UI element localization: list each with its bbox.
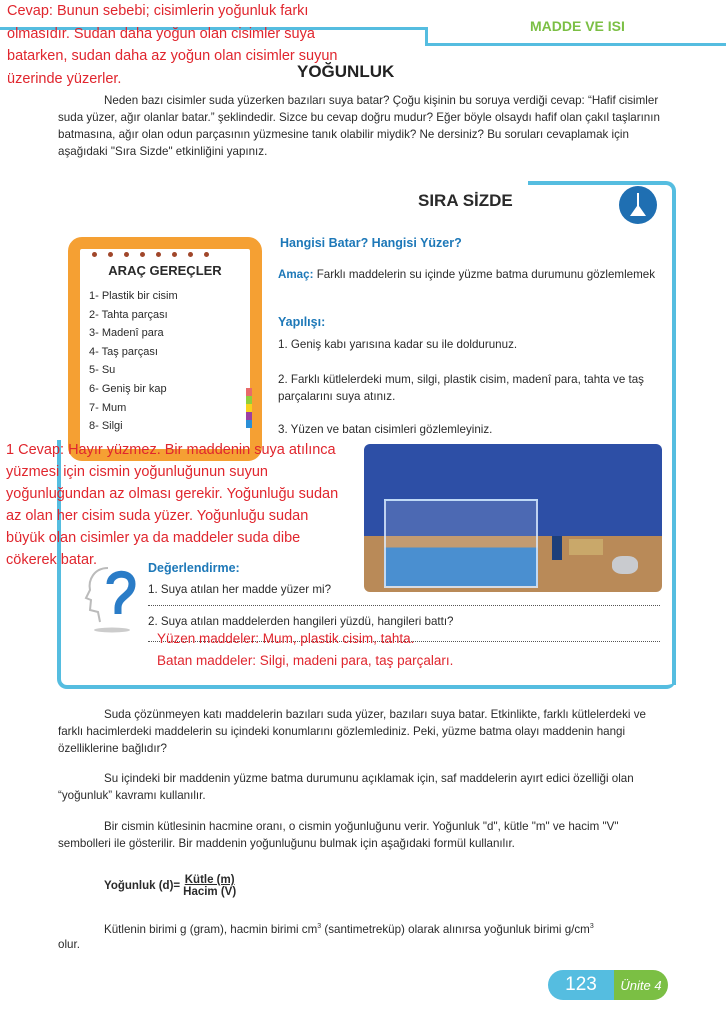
tools-title: ARAÇ GEREÇLER xyxy=(108,263,222,278)
page-number: 123 xyxy=(548,970,614,1000)
answer-floating: Yüzen maddeler: Mum, plastik cisim, tahta. xyxy=(157,631,415,646)
answer-line-1 xyxy=(148,605,660,606)
experiment-photo xyxy=(364,444,662,592)
stone-object xyxy=(612,556,638,574)
tool-item: 5- Su xyxy=(89,364,116,377)
question-1: 1. Suya atılan her madde yüzer mi? xyxy=(148,583,332,596)
formula-numerator: Kütle (m) xyxy=(184,874,235,886)
tool-item: 8- Silgi xyxy=(89,420,123,433)
superscript: 3 xyxy=(317,923,322,930)
intro-paragraph: Neden bazı cisimler suda yüzerken bazıları suya batar? Çoğu kişinin bu soruya verdiği cevap: “Hafif cisimler suda yüzer, ağır olanlar batar.” şeklindedir. Sizce bu cevap doğru mudur? Eğer böyle olsaydı hafif olan çakıl taşlarının batmasına, ağır olan odun parçasının yüzmesine tanık olabilir miydik? Ne dersiniz? Bu soruları cevaplamak için aşağıdaki "Sıra Sizde" etkinliğini yapınız. xyxy=(58,94,660,158)
flask-icon xyxy=(619,186,657,224)
unit-label: Ünite 4 xyxy=(614,970,668,1000)
answer-line: üzerinde yüzerler. xyxy=(7,70,122,87)
superscript: 3 xyxy=(589,923,594,930)
answer-line: büyük olan cisimler ya da maddeler suda dibe xyxy=(6,530,301,546)
evaluation-label: Değerlendirme: xyxy=(148,561,240,575)
units-end: olur. xyxy=(58,938,80,951)
formula-denominator: Hacim (V) xyxy=(183,886,237,898)
units-sentence xyxy=(104,918,684,938)
activity-heading: Hangisi Batar? Hangisi Yüzer? xyxy=(280,236,462,250)
page-title: YOĞUNLUK xyxy=(297,62,395,81)
formula-lhs: Yoğunluk (d)= xyxy=(104,880,181,892)
body-paragraph-2: Su içindeki bir maddenin yüzme batma durumunu açıklamak için, saf maddelerin ayırt edici özelliği olan “yoğunluk” kavramı kullanılır. xyxy=(58,772,634,802)
tool-item: 7- Mum xyxy=(89,401,127,414)
aim xyxy=(278,265,658,284)
units-text: (santimetreküp) olarak alınırsa yoğunluk birimi g/cm xyxy=(321,922,590,936)
body-paragraph-1: Suda çözünmeyen katı maddelerin bazıları suda yüzer, bazıları suya batar. Etkinlikte, farklı kütlelerdeki ve farklı hacimlerdeki maddelerin su içindeki konumlarını gözlemlediniz. Peki, yüzme batma olayı maddenin hangi özelliklerine bağlıdır? xyxy=(58,708,646,755)
answer-line: batarken, sudan daha az yoğun olan cisimler suyun xyxy=(7,48,338,64)
aim-text: Farklı maddelerin su içinde yüzme batma durumunu gözlemlemek xyxy=(316,268,655,281)
tools-list xyxy=(89,290,178,439)
answer-line: olmasıdır. Sudan daha yoğun olan cisimler suya xyxy=(7,25,315,42)
page-badge xyxy=(548,970,668,1000)
header-line-right xyxy=(425,43,726,46)
tool-item: 3- Madenî para xyxy=(89,327,164,340)
question-2: 2. Suya atılan maddelerden hangileri yüzdü, hangileri battı? xyxy=(148,615,454,628)
step-1: 1. Geniş kabı yarısına kadar su ile doldurunuz. xyxy=(278,338,518,351)
aim-label: Amaç: xyxy=(278,268,314,281)
density-formula xyxy=(104,874,236,898)
step-3: 3. Yüzen ve batan cisimleri gözlemleyiniz. xyxy=(278,423,493,436)
wood-object xyxy=(569,539,603,555)
spiral-dots xyxy=(92,252,252,257)
units-text: Kütlenin birimi g (gram), hacmin birimi cm xyxy=(104,922,318,936)
color-tabs xyxy=(246,388,252,428)
answer-top xyxy=(7,0,337,90)
water-container xyxy=(384,499,538,588)
tool-item: 2- Tahta parçası xyxy=(89,308,168,321)
step-2: 2. Farklı kütlelerdeki mum, silgi, plastik cisim, madenî para, tahta ve taş parçalarını suya atınız. xyxy=(278,373,644,403)
eraser-object xyxy=(552,536,562,560)
answer-line: yüzmesi için cismin yoğunluğunun suyun xyxy=(6,464,268,480)
tool-item: 6- Geniş bir kap xyxy=(89,382,167,395)
body-paragraph-3: Bir cismin kütlesinin hacmine oranı, o cismin yoğunluğunu verir. Yoğunluk "d", kütle "m" ve hacim "V" sembolleri ile gösterilir. Bir maddenin yoğunluğunu bulmak için aşağıdaki formül kullanılır. xyxy=(58,820,619,850)
answer-sinking: Batan maddeler: Silgi, madeni para, taş parçaları. xyxy=(157,653,454,668)
thinking-head-icon xyxy=(84,562,140,634)
answer-line: 1 Cevap: Hayır yüzmez. Bir maddenin suya atılınca xyxy=(6,442,336,458)
answer-line: Cevap: Bunun sebebi; cisimlerin yoğunluk farkı xyxy=(7,3,309,19)
section-title: MADDE VE ISI xyxy=(530,18,625,34)
steps-label: Yapılışı: xyxy=(278,315,326,329)
answer-line: cökerek batar. xyxy=(6,552,98,568)
activity-title: SIRA SİZDE xyxy=(418,191,513,210)
tool-item: 1- Plastik bir cisim xyxy=(89,290,178,302)
answer-q1 xyxy=(6,439,338,571)
tool-item: 4- Taş parçası xyxy=(89,345,158,358)
answer-line: az olan her cisim suda yüzer. Yoğunluğu sudan xyxy=(6,508,309,524)
answer-line: yoğunluğundan az olması gerekir. Yoğunluğu sudan xyxy=(6,486,339,502)
